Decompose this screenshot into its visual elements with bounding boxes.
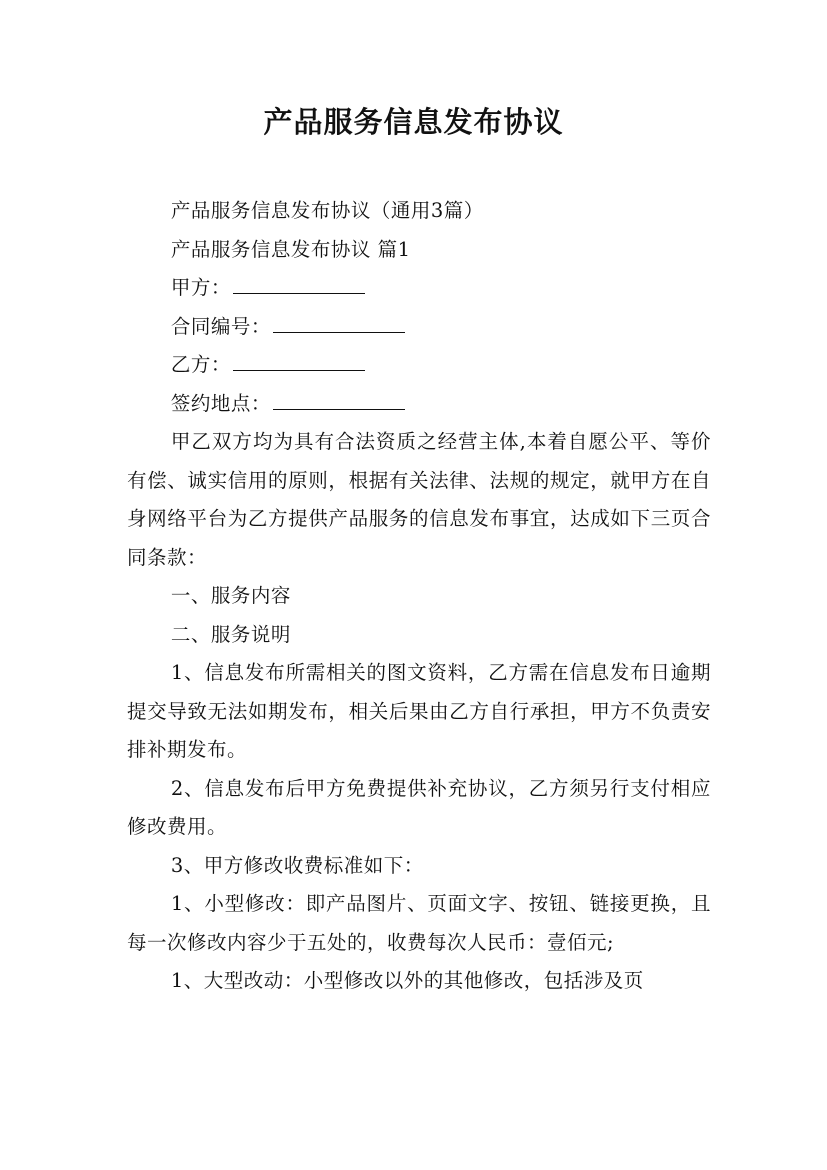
paragraph-intro: 甲乙双方均为具有合法资质之经营主体,本着自愿公平、等价有偿、诚实信用的原则，根据有关法律、法规的规定，就甲方在自身网络平台为乙方提供产品服务的信息发布事宜，达成如下三页合同条款： [127,430,711,569]
fill-in-blank [233,271,365,294]
fill-in-blank [273,387,405,410]
field-signing-place [127,385,711,424]
field-label: 签约地点： [170,391,271,415]
field-party-a [127,269,711,308]
clause-small-modification: 1、小型修改：即产品图片、页面文字、按钮、链接更换，且每一次修改内容少于五处的，收费每次人民币：壹佰元; [127,892,711,954]
field-contract-number [127,308,711,347]
field-party-b [127,346,711,385]
clause-large-modification: 1、大型改动：小型修改以外的其他修改，包括涉及页 [170,969,644,992]
clause-2: 2、信息发布后甲方免费提供补充协议，乙方须另行支付相应修改费用。 [127,776,711,838]
section-title: 产品服务信息发布协议 篇1 [170,237,411,261]
document-subtitle: 产品服务信息发布协议（通用3篇） [170,199,484,222]
clause-3: 3、甲方修改收费标准如下： [170,853,424,877]
clause-1: 1、信息发布所需相关的图文资料，乙方需在信息发布日逾期提交导致无法如期发布，相关后果由乙方自行承担，甲方不负责安排补期发布。 [127,661,711,761]
document-title: 产品服务信息发布协议 [263,105,564,139]
heading-service-content: 一、服务内容 [170,584,291,607]
field-label: 合同编号： [170,314,271,338]
heading-service-description: 二、服务说明 [170,622,291,646]
field-label: 乙方： [170,353,231,376]
field-label: 甲方： [170,276,231,299]
fill-in-blank [233,348,365,371]
fill-in-blank [273,310,405,333]
document-body [127,192,711,1001]
